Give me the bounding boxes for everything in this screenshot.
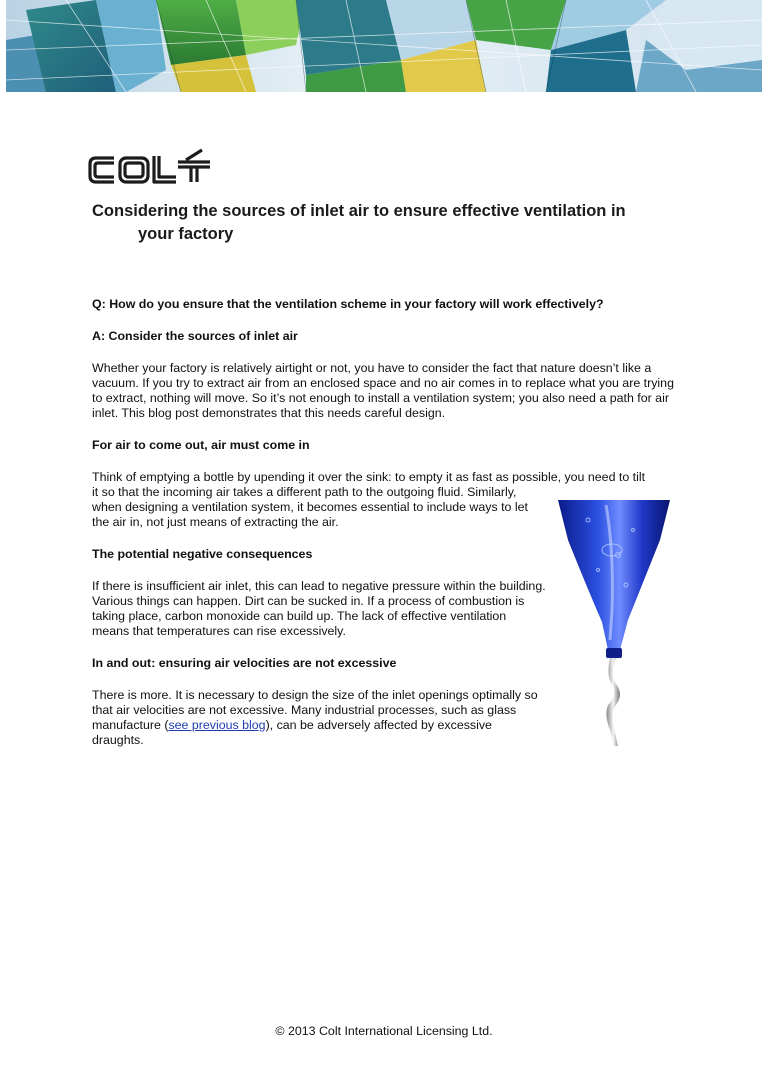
paragraph-inlet-openings — [92, 688, 544, 748]
title-line-2: your factory — [138, 225, 234, 243]
previous-blog-link[interactable]: see previous blog — [168, 718, 266, 732]
paragraph-bottle-line-4: the air in, not just means of extracting the air. — [92, 515, 339, 529]
heading-air-velocities: In and out: ensuring air velocities are not excessive — [92, 656, 397, 670]
colt-logo — [86, 148, 214, 190]
answer-heading: A: Consider the sources of inlet air — [92, 329, 298, 343]
question-heading: Q: How do you ensure that the ventilation scheme in your factory will work effectively? — [92, 297, 604, 311]
title-line-1: Considering the sources of inlet air to ensure effective ventilation in — [92, 202, 626, 220]
paragraph-inlet-before-link: There is more. It is necessary to design the size of the inlet openings optimally so that air velocities are not excessive. Many industrial processes, such as glass manufacture ( — [92, 688, 538, 732]
paragraph-inlet-after-link: ), can be adversely affected by excessive draughts. — [92, 718, 492, 747]
banner-graphic — [6, 0, 762, 92]
header-banner-image — [6, 0, 762, 92]
copyright-footer: © 2013 Colt International Licensing Ltd. — [275, 1024, 493, 1038]
paragraph-inlet-air: Whether your factory is relatively airtight or not, you have to consider the fact that nature doesn’t like a vacuum. If you try to extract air from an enclosed space and no air comes in to replace what you are trying to extract, nothing will move. So it’s not enough to install a ventilation system; you also need a path for air inlet. This blog post demonstrates that this needs careful design. — [92, 361, 674, 420]
paragraph-bottle-line-3: when designing a ventilation system, it becomes essential to include ways to let — [92, 500, 528, 514]
document-title — [92, 200, 692, 246]
paragraph-negative-pressure: If there is insufficient air inlet, this can lead to negative pressure within the building. Various things can happen. Dirt can be sucked in. If a process of combustion is taking place, carbon monoxide can build up. The lack of effective ventilation means that temperatures can rise excessively. — [92, 579, 546, 638]
bottle-pouring-image — [548, 500, 680, 746]
heading-negative-consequences: The potential negative consequences — [92, 547, 313, 561]
paragraph-bottle-line-1: Think of emptying a bottle by upending it over the sink: to empty it as fast as possible, you need to tilt — [92, 470, 646, 484]
colt-logo-graphic — [86, 148, 214, 190]
paragraph-bottle-line-2: it so that the incoming air takes a different path to the outgoing fluid. Similarly, — [92, 485, 517, 499]
heading-air-must-come-in: For air to come out, air must come in — [92, 438, 310, 452]
bottle-graphic — [548, 500, 680, 746]
